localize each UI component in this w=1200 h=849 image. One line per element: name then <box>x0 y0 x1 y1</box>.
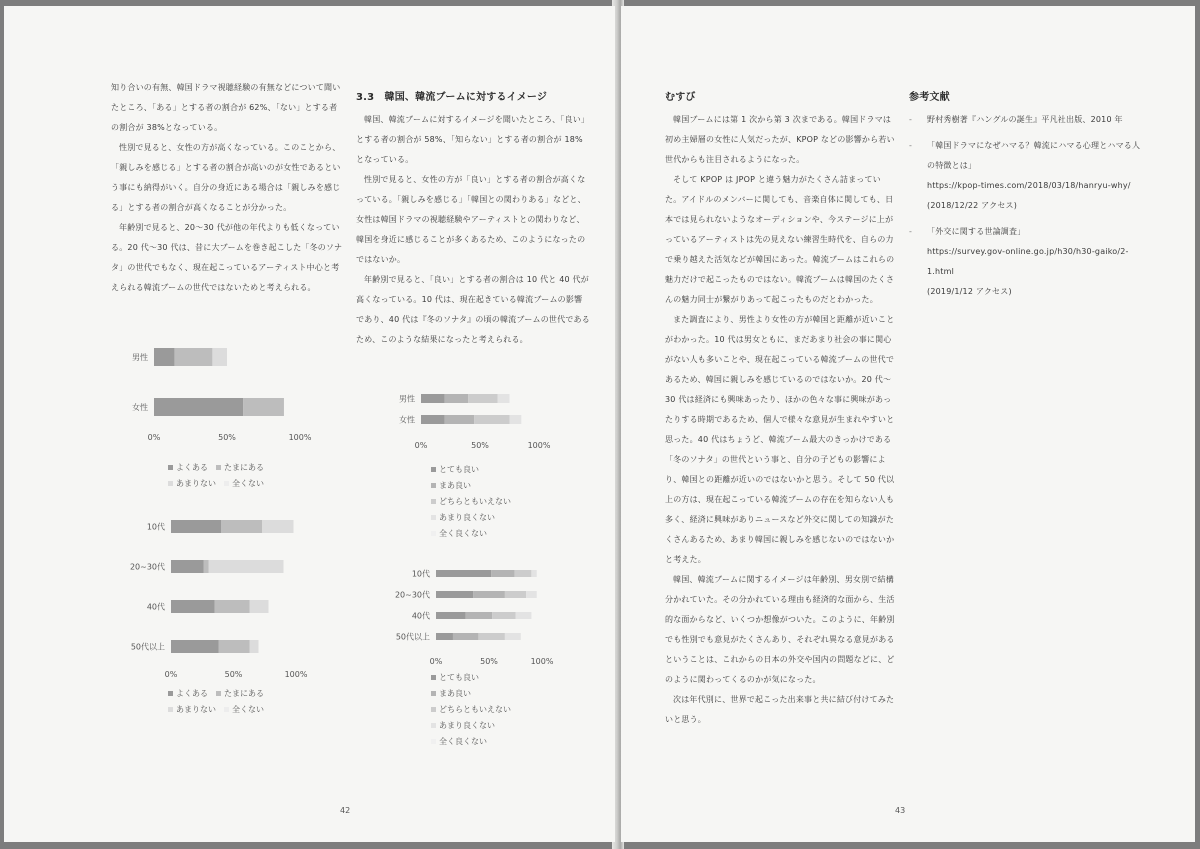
bar-segment <box>473 591 505 598</box>
legend-label: 全くない <box>232 705 264 714</box>
legend-label: とても良い <box>439 673 479 682</box>
paragraph: また調査により、男性より女性の方が韓国と距離が近いことがわかった。10 代は男女ともに、まだあまり社会の事に関心がない人も多いことや、現在起こっている韓流ブームの世代であるため、韓国に親しみを感じているのではないか。20 代〜30 代は経済にも興味あったり、ほかの色々な事に興味があったりする時期であるため、個人で様々な意見が生まれやすいと思った。40 代はちょうど、韓流ブーム最大のきっかけである「冬のソナタ」の世代という事と、自分の子どもの影響により、韓国との距離が近いのではないかと思う。そして 50 代以上の方は、現在起こっている韓流ブームの存在を知らない人も多く、経済に興味がありニュースなど外交に関しての知識がたくさんあるため、あまり韓国に親しみを感じないのではないかと考えた。 <box>665 315 895 564</box>
paragraph: 韓国、韓流ブームに対するイメージを聞いたところ、「良い」とする者の割合が 58%、「知らない」とする者の割合が 18%となっている。 <box>356 115 590 164</box>
tick-label: 50% <box>480 657 498 666</box>
legend-item <box>431 702 511 718</box>
left-page <box>4 6 615 842</box>
tick-label: 50% <box>224 670 243 679</box>
chart-legend <box>168 460 272 492</box>
chart-svg <box>359 390 579 460</box>
bar-segment <box>262 520 293 533</box>
legend-label: とても良い <box>439 465 479 474</box>
tick-label: 50% <box>218 433 236 442</box>
reference-item <box>909 222 1145 302</box>
bar-segment <box>171 600 215 613</box>
legend-item <box>431 494 511 510</box>
reference-text: - 野村秀樹著『ハングルの誕生』平凡社出版、2010 年 <box>927 115 1123 124</box>
legend-label: あまりない <box>176 479 216 488</box>
tick-label: 0% <box>429 657 443 666</box>
bar-segment <box>474 415 509 424</box>
legend-swatch <box>168 481 173 486</box>
bar-segment <box>243 398 284 416</box>
bar-segment <box>510 415 522 424</box>
conclusion-title: むすび <box>665 92 696 103</box>
bar-segment <box>215 600 250 613</box>
legend-swatch <box>224 481 229 486</box>
chart-familiarity-age <box>116 516 336 721</box>
legend-swatch <box>431 515 436 520</box>
tick-label: 100% <box>288 433 312 442</box>
legend-item <box>431 462 511 478</box>
legend-item <box>431 510 511 526</box>
legend-item <box>224 476 264 492</box>
legend-item <box>168 702 216 718</box>
bar-segment <box>171 520 221 533</box>
bar-segment <box>436 633 453 640</box>
legend-swatch <box>431 483 436 488</box>
reference-access-date: (2019/1/12 アクセス) <box>927 287 1012 296</box>
bar-segment <box>526 591 537 598</box>
bar-segment <box>466 612 493 619</box>
category-label: 40代 <box>411 611 430 621</box>
legend-swatch <box>216 465 221 470</box>
bar-segment <box>209 560 284 573</box>
legend-item <box>216 460 264 476</box>
legend-swatch <box>224 707 229 712</box>
legend-item <box>431 718 511 734</box>
bar-segment <box>531 570 536 577</box>
legend-label: 全く良くない <box>439 529 487 538</box>
legend-item <box>431 526 511 542</box>
legend-label: あまりない <box>176 705 216 714</box>
legend-swatch <box>431 723 436 728</box>
category-label: 10代 <box>146 522 165 532</box>
legend-item <box>168 476 216 492</box>
legend-swatch <box>431 739 436 744</box>
category-label: 女性 <box>399 415 415 425</box>
bar-segment <box>498 394 510 403</box>
paragraph: 年齢別で見ると、20〜30 代が他の年代よりも低くなっている。20 代〜30 代は、昔に大ブームを巻き起こした「冬のソナタ」の世代でもなく、現在起こっているアーティスト中心と考えられる韓流ブームの世代ではないためと考えられる。 <box>111 223 343 292</box>
category-label: 20~30代 <box>129 562 165 572</box>
bar-segment <box>171 560 204 573</box>
conclusion-column <box>665 88 895 730</box>
reference-url: https://kpop-times.com/2018/03/18/hanryu-why/ <box>927 181 1131 190</box>
bar-segment <box>491 570 514 577</box>
bar-segment <box>421 415 445 424</box>
legend-swatch <box>168 691 173 696</box>
legend-label: 全くない <box>232 479 264 488</box>
bar-segment <box>221 520 262 533</box>
bar-segment <box>154 398 243 416</box>
tick-label: 0% <box>147 433 161 442</box>
tick-label: 100% <box>284 670 308 679</box>
reference-access-date: (2018/12/22 アクセス) <box>927 201 1018 210</box>
bar-segment <box>492 612 515 619</box>
bar-segment <box>171 640 219 653</box>
reference-url: https://survey.gov-online.go.jp/h30/h30-gaiko/2-1.html <box>927 247 1129 276</box>
references-title: 参考文献 <box>909 92 950 103</box>
tick-label: 100% <box>530 657 554 666</box>
legend-label: あまり良くない <box>439 721 495 730</box>
legend-label: 全く良くない <box>439 737 487 746</box>
legend-label: どちらともいえない <box>439 497 511 506</box>
chart-svg <box>359 566 579 672</box>
legend-item <box>224 702 264 718</box>
legend-label: あまり良くない <box>439 513 495 522</box>
legend-label: よくある <box>176 689 208 698</box>
chart-image-gender <box>359 390 579 545</box>
category-label: 男性 <box>399 394 415 404</box>
legend-item <box>431 478 511 494</box>
bar-segment <box>478 633 505 640</box>
legend-swatch <box>431 707 436 712</box>
paragraph: 性別で見ると、女性の方が高くなっている。このことから、「親しみを感じる」とする者の割合が高いのが女性であるという事にも納得がいく。自分の身近にある場合は「親しみを感じる」とする者の割合が高くなることが分かった。 <box>111 143 341 212</box>
chart-legend <box>431 670 511 750</box>
bar-segment <box>445 394 469 403</box>
legend-item <box>431 734 511 750</box>
bar-segment <box>436 570 491 577</box>
bar-segment <box>436 591 473 598</box>
bar-segment <box>468 394 498 403</box>
reference-item <box>909 136 1145 216</box>
bar-segment <box>436 612 466 619</box>
category-label: 男性 <box>132 353 148 362</box>
legend-swatch <box>431 691 436 696</box>
paragraph: 次は年代別に、世界で起こった出来事と共に結び付けてみたいと思う。 <box>665 695 895 724</box>
reference-text: - 「外交に関する世論調査」 <box>927 227 1026 236</box>
paragraph: 年齢別で見ると、「良い」とする者の割合は 10 代と 40 代が高くなっている。10 代は、現在起きている韓流ブームの影響であり、40 代は『冬のソナタ』の頃の韓流ブームの世代であるため、このような結果になったと考えられる。 <box>356 275 590 344</box>
legend-swatch <box>431 675 436 680</box>
paragraph: そして KPOP は JPOP と違う魅力がたくさん詰まっていた。アイドルのメンバーに関しても、音楽自体に関しても、日本では見られないようなオーディションや、今ステージに上がっているアーティストは先の見えない練習生時代を、自らの力で乗り越えた活気などが韓国にあった。韓流ブームはこれらの魅力だけで起こったものではない。韓流ブームは韓国のたくさんの魅力同士が繋がりあって起こったものだとわかった。 <box>665 175 895 304</box>
category-label: 50代以上 <box>130 642 165 652</box>
bar-segment <box>219 640 250 653</box>
right-page <box>621 6 1195 842</box>
bar-segment <box>250 600 269 613</box>
legend-label: まあ良い <box>439 481 471 490</box>
page-number: 42 <box>340 806 351 815</box>
bar-segment <box>421 394 445 403</box>
legend-item <box>168 460 208 476</box>
legend-item <box>431 670 511 686</box>
legend-item <box>168 686 208 702</box>
chart-legend <box>168 686 272 718</box>
tick-label: 100% <box>527 441 551 450</box>
tick-label: 50% <box>471 441 489 450</box>
legend-item <box>216 686 264 702</box>
bar-segment <box>516 612 532 619</box>
legend-swatch <box>168 707 173 712</box>
middle-column-text <box>356 88 590 350</box>
paragraph: 知り合いの有無、韓国ドラマ視聴経験の有無などについて聞いたところ、「ある」とする者の割合が 62%、「ない」とする者の割合が 38%となっている。 <box>111 83 341 132</box>
section-title: 3.3 韓国、韓流ブームに対するイメージ <box>356 92 548 103</box>
chart-svg <box>116 344 336 456</box>
legend-item <box>431 686 511 702</box>
page-number: 43 <box>895 806 906 815</box>
legend-label: たまにある <box>224 463 264 472</box>
category-label: 50代以上 <box>395 632 430 642</box>
references-list <box>909 110 1145 302</box>
bar-segment <box>174 348 212 366</box>
left-column-text <box>111 78 345 298</box>
paragraph: 韓国ブームには第 1 次から第 3 次まである。韓国ドラマは初め主婦層の女性に人気だったが、KPOP などの影響から若い世代からも注目されるようになった。 <box>665 115 895 164</box>
legend-swatch <box>431 467 436 472</box>
legend-label: まあ良い <box>439 689 471 698</box>
category-label: 40代 <box>146 602 165 612</box>
tick-label: 0% <box>414 441 428 450</box>
bar-segment <box>505 591 526 598</box>
bar-segment <box>250 640 259 653</box>
bar-segment <box>514 570 531 577</box>
chart-image-age <box>359 566 579 756</box>
legend-swatch <box>168 465 173 470</box>
references-column <box>909 88 1145 308</box>
legend-label: たまにある <box>224 689 264 698</box>
category-label: 女性 <box>132 403 148 412</box>
reference-text: - 「韓国ドラマになぜハマる？韓流にハマる心理とハマる人の特徴とは」 <box>927 141 1141 170</box>
tick-label: 0% <box>164 670 178 679</box>
category-label: 10代 <box>411 569 430 579</box>
legend-swatch <box>431 531 436 536</box>
bar-segment <box>154 348 174 366</box>
chart-familiarity-gender <box>116 344 336 494</box>
legend-label: どちらともいえない <box>439 705 511 714</box>
bar-segment <box>453 633 478 640</box>
chart-svg <box>116 516 336 681</box>
bar-segment <box>212 348 227 366</box>
paragraph: 性別で見ると、女性の方が「良い」とする者の割合が高くなっている。「親しみを感じる」「韓国との関わりある」などと、女性は韓国ドラマの視聴経験やアーティストとの関わりなど、韓国を身近に感じることが多くあるため、このようになったのではないか。 <box>356 175 586 264</box>
bar-segment <box>204 560 209 573</box>
category-label: 20~30代 <box>394 590 430 600</box>
chart-legend <box>431 462 511 542</box>
paragraph: 韓国、韓流ブームに関するイメージは年齢別、男女別で結構分かれていた。その分かれている理由も経済的な面から、生活的な面からなど、いくつか想像がついた。このように、年齢別でも性別でも意見がたくさんあり、それぞれ異なる意見があるということは、これからの日本の外交や国内の問題などに、どのように関わってくるのかが気になった。 <box>665 575 895 684</box>
bar-segment <box>445 415 475 424</box>
legend-swatch <box>431 499 436 504</box>
legend-swatch <box>216 691 221 696</box>
legend-label: よくある <box>176 463 208 472</box>
bar-segment <box>505 633 521 640</box>
reference-item <box>909 110 1145 130</box>
